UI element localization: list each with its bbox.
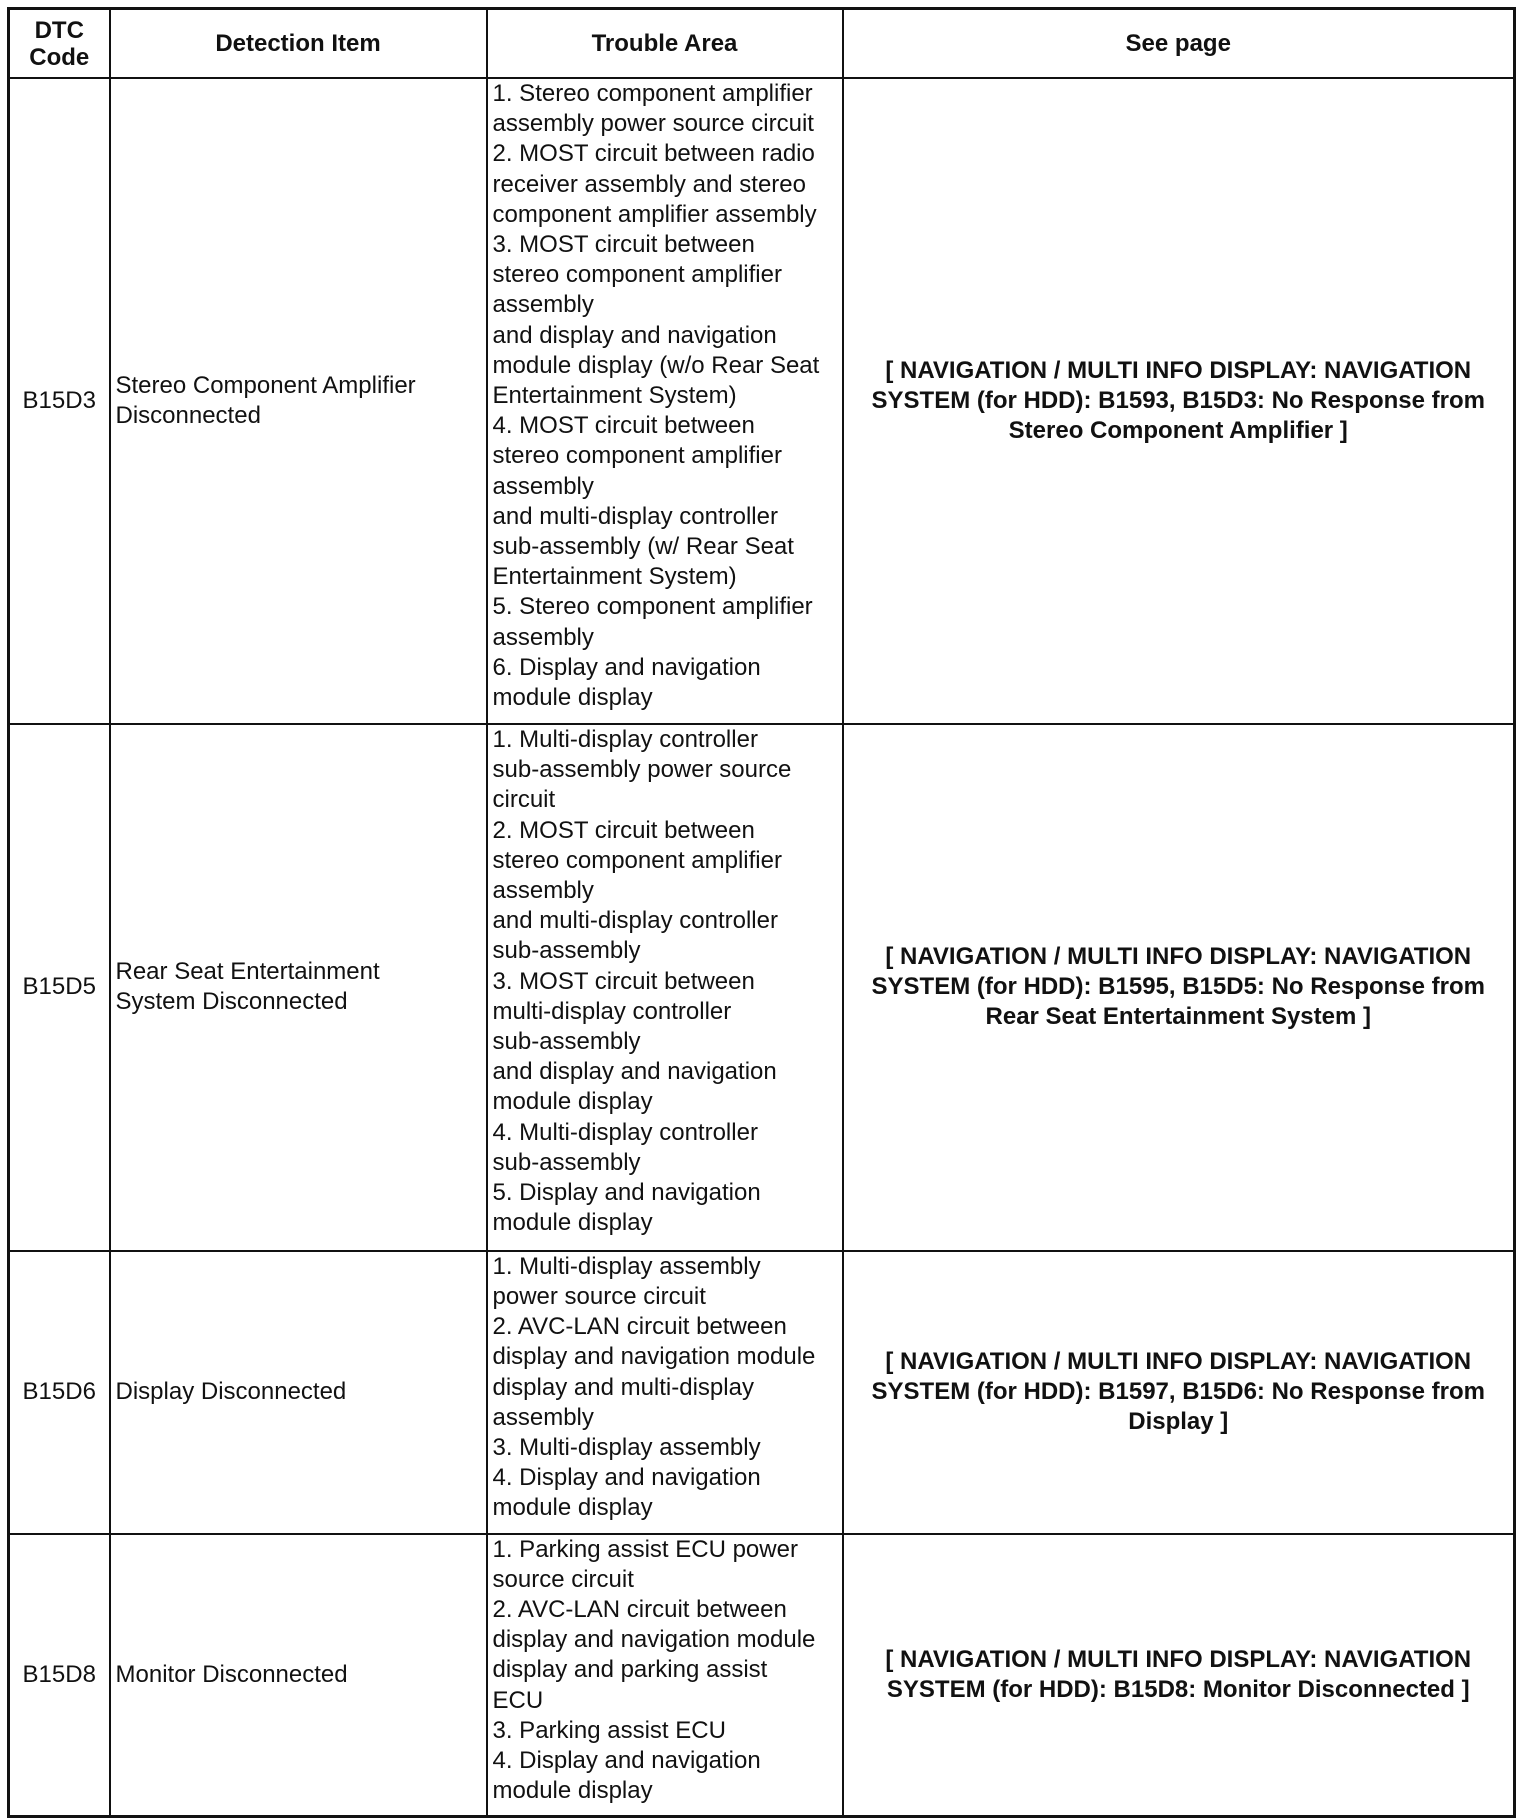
detection-item-cell-line: Stereo Component Amplifier xyxy=(115,371,416,399)
trouble-area-cell-line: module display xyxy=(492,1494,653,1522)
see-page-cell-line: Rear Seat Entertainment System ] xyxy=(985,1003,1371,1031)
table-row xyxy=(9,1251,1515,1534)
trouble-area-cell-line: assembly xyxy=(492,291,594,319)
trouble-area-cell-line: 1. Multi-display controller xyxy=(492,726,758,754)
detection-item-cell-line: System Disconnected xyxy=(115,988,348,1016)
trouble-area-cell-line: assembly xyxy=(492,1403,594,1431)
see-page-cell xyxy=(843,1251,1515,1534)
detection-item-cell xyxy=(110,1251,487,1534)
trouble-area-cell-line: power source circuit xyxy=(492,1282,706,1310)
trouble-area-cell-line: assembly xyxy=(492,877,594,905)
trouble-area-cell-line: display and parking assist xyxy=(492,1656,768,1684)
dtc-code-cell: B15D8 xyxy=(9,1534,110,1817)
trouble-area-cell xyxy=(487,78,843,724)
trouble-area-cell-line: 1. Multi-display assembly xyxy=(492,1252,761,1280)
header-trouble-area: Trouble Area xyxy=(487,9,843,79)
table-row xyxy=(9,78,1515,724)
table-body xyxy=(9,78,1515,1817)
header-dtc-code xyxy=(9,9,110,79)
trouble-area-cell-line: 4. Display and navigation xyxy=(492,1464,761,1492)
trouble-area-cell-line: module display xyxy=(492,684,653,712)
trouble-area-cell-line: source circuit xyxy=(492,1565,634,1593)
trouble-area-cell-line: circuit xyxy=(492,786,556,814)
trouble-area-cell-line: 3. MOST circuit between xyxy=(492,231,755,259)
trouble-area-cell-line: stereo component amplifier xyxy=(492,442,782,470)
trouble-area-cell-line: sub-assembly xyxy=(492,1148,641,1176)
dtc-code-cell: B15D3 xyxy=(9,78,110,724)
see-page-cell-line: Display ] xyxy=(1128,1408,1229,1436)
see-page-cell-line: [ NAVIGATION / MULTI INFO DISPLAY: NAVIGATION xyxy=(885,1645,1472,1673)
trouble-area-cell-line: 2. MOST circuit between radio xyxy=(492,140,815,168)
table-row xyxy=(9,724,1515,1251)
detection-item-cell-line: Display Disconnected xyxy=(115,1378,347,1406)
trouble-area-cell-line: display and multi-display xyxy=(492,1373,754,1401)
trouble-area-cell xyxy=(487,1251,843,1534)
dtc-table xyxy=(7,7,1516,1818)
detection-item-cell xyxy=(110,1534,487,1817)
trouble-area-cell-line: 3. MOST circuit between xyxy=(492,967,755,995)
trouble-area-cell-line: module display xyxy=(492,1777,653,1805)
trouble-area-cell-line: and multi-display controller xyxy=(492,502,778,530)
header-row xyxy=(9,9,1515,79)
see-page-cell-line: Stereo Component Amplifier ] xyxy=(1008,417,1348,445)
see-page-cell-line: [ NAVIGATION / MULTI INFO DISPLAY: NAVIGATION xyxy=(885,943,1472,971)
trouble-area-cell-line: 1. Parking assist ECU power xyxy=(492,1535,798,1563)
header-see-page: See page xyxy=(843,9,1515,79)
trouble-area-cell-line: 3. Parking assist ECU xyxy=(492,1716,726,1744)
trouble-area-cell-line: display and navigation module xyxy=(492,1626,816,1654)
dtc-code-cell: B15D6 xyxy=(9,1251,110,1534)
trouble-area-cell-line: assembly xyxy=(492,472,594,500)
trouble-area-cell-line: component amplifier assembly xyxy=(492,200,817,228)
see-page-cell-line: SYSTEM (for HDD): B1593, B15D3: No Response from xyxy=(871,386,1485,414)
trouble-area-cell-line: module display xyxy=(492,1088,653,1116)
see-page-cell-line: [ NAVIGATION / MULTI INFO DISPLAY: NAVIGATION xyxy=(885,356,1472,384)
trouble-area-cell-line: multi-display controller xyxy=(492,997,732,1025)
trouble-area-cell-line: receiver assembly and stereo xyxy=(492,170,806,198)
trouble-area-cell-line: 2. AVC-LAN circuit between xyxy=(492,1595,787,1623)
trouble-area-cell-line: module display xyxy=(492,1209,653,1237)
see-page-cell-line: [ NAVIGATION / MULTI INFO DISPLAY: NAVIGATION xyxy=(885,1347,1472,1375)
trouble-area-cell-line: display and navigation module xyxy=(492,1343,816,1371)
trouble-area-cell-line: and display and navigation xyxy=(492,1058,777,1086)
see-page-cell-line: SYSTEM (for HDD): B1597, B15D6: No Response from xyxy=(871,1378,1485,1406)
trouble-area-cell xyxy=(487,724,843,1251)
trouble-area-cell-line: Entertainment System) xyxy=(492,382,737,410)
header-detection-item: Detection Item xyxy=(110,9,487,79)
trouble-area-cell-line: stereo component amplifier xyxy=(492,261,782,289)
trouble-area-cell-line: module display (w/o Rear Seat xyxy=(492,351,820,379)
see-page-cell xyxy=(843,78,1515,724)
trouble-area-cell-line: 2. AVC-LAN circuit between xyxy=(492,1313,787,1341)
trouble-area-cell-line: 5. Stereo component amplifier xyxy=(492,593,813,621)
header-dtc-code-line: DTC xyxy=(34,16,84,44)
trouble-area-cell-line: 6. Display and navigation xyxy=(492,653,761,681)
detection-item-cell-line: Rear Seat Entertainment xyxy=(115,958,380,986)
trouble-area-cell-line: and display and navigation xyxy=(492,321,777,349)
see-page-cell-line: SYSTEM (for HDD): B15D8: Monitor Disconnected ] xyxy=(886,1675,1470,1703)
trouble-area-cell-line: 5. Display and navigation xyxy=(492,1179,761,1207)
trouble-area-cell-line: assembly power source circuit xyxy=(492,110,814,138)
trouble-area-cell-line: ECU xyxy=(492,1686,544,1714)
trouble-area-cell-line: assembly xyxy=(492,623,594,651)
see-page-cell xyxy=(843,1534,1515,1817)
dtc-code-cell: B15D5 xyxy=(9,724,110,1251)
trouble-area-cell-line: stereo component amplifier xyxy=(492,846,782,874)
trouble-area-cell-line: sub-assembly xyxy=(492,1028,641,1056)
header-dtc-code-line: Code xyxy=(29,43,90,71)
trouble-area-cell-line: Entertainment System) xyxy=(492,563,737,591)
trouble-area-cell-line: 4. MOST circuit between xyxy=(492,412,755,440)
trouble-area-cell-line: sub-assembly xyxy=(492,937,641,965)
trouble-area-cell-line: 4. Multi-display controller xyxy=(492,1118,758,1146)
trouble-area-cell-line: 4. Display and navigation xyxy=(492,1747,761,1774)
trouble-area-cell-line: 2. MOST circuit between xyxy=(492,816,755,844)
detection-item-cell-line: Monitor Disconnected xyxy=(115,1660,348,1688)
trouble-area-cell-line: sub-assembly (w/ Rear Seat xyxy=(492,533,794,561)
table-row xyxy=(9,1534,1515,1817)
detection-item-cell xyxy=(110,724,487,1251)
trouble-area-cell xyxy=(487,1534,843,1817)
trouble-area-cell-line: 3. Multi-display assembly xyxy=(492,1433,761,1461)
see-page-cell xyxy=(843,724,1515,1251)
trouble-area-cell-line: sub-assembly power source xyxy=(492,756,792,784)
trouble-area-cell-line: 1. Stereo component amplifier xyxy=(492,80,813,107)
trouble-area-cell-line: and multi-display controller xyxy=(492,907,778,935)
detection-item-cell xyxy=(110,78,487,724)
detection-item-cell-line: Disconnected xyxy=(115,402,261,430)
see-page-cell-line: SYSTEM (for HDD): B1595, B15D5: No Response from xyxy=(871,973,1485,1001)
